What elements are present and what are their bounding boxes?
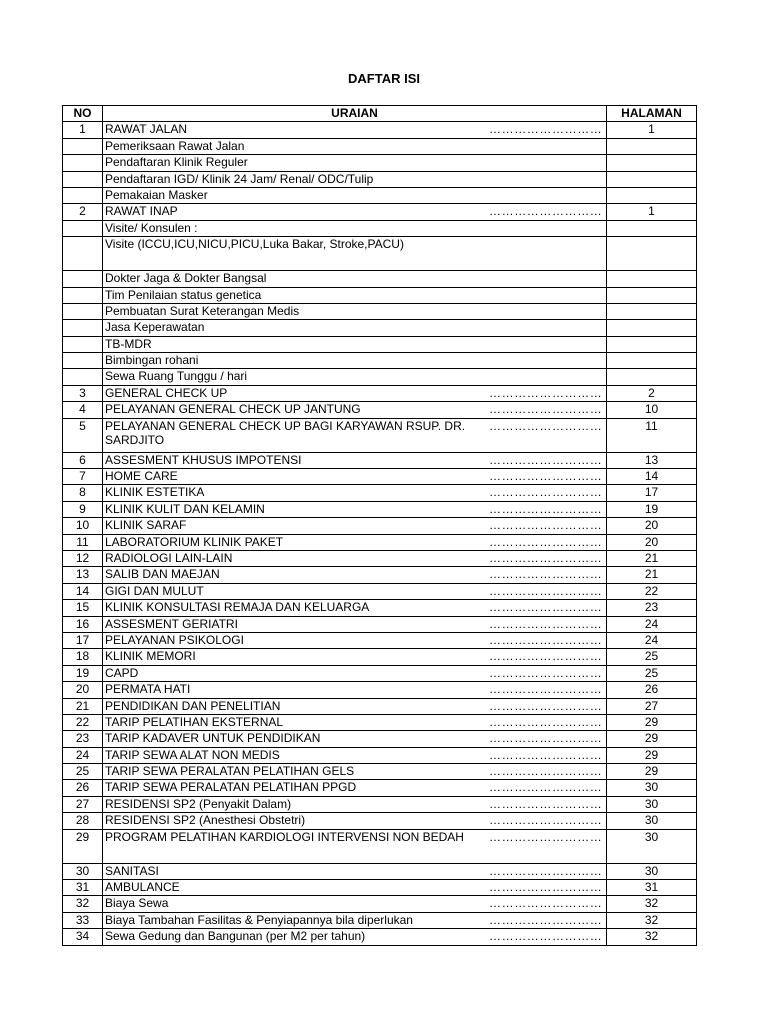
row-page-number: 24 <box>607 632 697 648</box>
row-page-number: 31 <box>607 880 697 896</box>
row-number: 21 <box>63 698 103 714</box>
row-page-number: 14 <box>607 469 697 485</box>
row-page-number: 1 <box>607 122 697 138</box>
dot-leader: ……………………… <box>489 896 603 911</box>
table-row <box>63 402 697 418</box>
row-number <box>63 320 103 336</box>
row-number: 16 <box>63 616 103 632</box>
row-uraian-cell <box>103 550 607 566</box>
table-row <box>63 929 697 945</box>
dot-leader: ……………………… <box>489 682 603 697</box>
row-description: PROGRAM PELATIHAN KARDIOLOGI INTERVENSI NON BEDAH <box>105 829 464 844</box>
row-description: Biaya Tambahan Fasilitas & Penyiapannya bila diperlukan <box>105 912 413 927</box>
row-description: TARIP SEWA ALAT NON MEDIS <box>105 747 280 762</box>
row-uraian-cell <box>103 780 607 796</box>
table-row <box>63 829 697 863</box>
document-title: DAFTAR ISI <box>348 71 420 86</box>
row-page-number: 20 <box>607 518 697 534</box>
row-description: Biaya Sewa <box>105 896 169 911</box>
row-description: Pendaftaran Klinik Reguler <box>105 155 248 170</box>
table-row <box>63 452 697 468</box>
row-uraian-cell <box>103 187 607 203</box>
row-description: Tim Penilaian status genetica <box>105 287 262 302</box>
row-uraian-cell <box>103 600 607 616</box>
row-description: Pemakaian Masker <box>105 187 208 202</box>
table-row <box>63 714 697 730</box>
row-description: RESIDENSI SP2 (Anesthesi Obstetri) <box>105 813 306 828</box>
dot-leader: ……………………… <box>489 796 603 811</box>
dot-leader: ……………………… <box>489 402 603 417</box>
dot-leader: ……………………… <box>489 929 603 944</box>
dot-leader: ……………………… <box>489 649 603 664</box>
row-page-number: 29 <box>607 764 697 780</box>
row-page-number: 32 <box>607 896 697 912</box>
row-uraian-cell <box>103 155 607 171</box>
row-uraian-cell <box>103 138 607 154</box>
row-description: HOME CARE <box>105 469 178 484</box>
dot-leader: ……………………… <box>489 813 603 828</box>
row-description: TARIP SEWA PERALATAN PELATIHAN PPGD <box>105 780 357 795</box>
table-row <box>63 583 697 599</box>
dot-leader: ……………………… <box>489 518 603 533</box>
row-description: KLINIK KULIT DAN KELAMIN <box>105 501 265 516</box>
dot-leader: ……………………… <box>489 501 603 516</box>
row-page-number <box>607 303 697 319</box>
row-uraian-cell <box>103 583 607 599</box>
header-no: NO <box>63 106 103 122</box>
row-description: Pendaftaran IGD/ Klinik 24 Jam/ Renal/ ODC/Tulip <box>105 171 374 186</box>
table-row <box>63 534 697 550</box>
row-page-number: 32 <box>607 912 697 928</box>
row-page-number: 30 <box>607 796 697 812</box>
row-uraian-cell <box>103 567 607 583</box>
dot-leader: ……………………… <box>489 747 603 762</box>
row-uraian-cell <box>103 896 607 912</box>
row-description: RAWAT INAP <box>105 204 178 219</box>
row-number <box>63 271 103 287</box>
row-page-number <box>607 336 697 352</box>
table-row <box>63 336 697 352</box>
row-uraian-cell <box>103 418 607 452</box>
dot-leader: ……………………… <box>489 534 603 549</box>
row-page-number <box>607 369 697 385</box>
row-uraian-cell <box>103 665 607 681</box>
row-number: 4 <box>63 402 103 418</box>
row-page-number: 21 <box>607 567 697 583</box>
row-uraian-cell <box>103 501 607 517</box>
table-row <box>63 698 697 714</box>
table-row <box>63 616 697 632</box>
dot-leader: ……………………… <box>489 418 603 433</box>
row-uraian-cell <box>103 632 607 648</box>
table-row <box>63 353 697 369</box>
row-page-number: 21 <box>607 550 697 566</box>
row-page-number: 17 <box>607 485 697 501</box>
row-uraian-cell <box>103 863 607 879</box>
row-page-number: 2 <box>607 385 697 401</box>
row-description: KLINIK KONSULTASI REMAJA DAN KELUARGA <box>105 600 370 615</box>
table-body <box>63 122 697 945</box>
table-row <box>63 632 697 648</box>
row-description: Visite/ Konsulen : <box>105 220 198 235</box>
row-number <box>63 187 103 203</box>
row-description: Dokter Jaga & Dokter Bangsal <box>105 271 267 286</box>
table-row <box>63 665 697 681</box>
row-page-number: 32 <box>607 929 697 945</box>
table-row <box>63 320 697 336</box>
dot-leader: ……………………… <box>489 385 603 400</box>
table-row <box>63 485 697 501</box>
row-number <box>63 155 103 171</box>
table-row <box>63 469 697 485</box>
row-description: KLINIK MEMORI <box>105 649 196 664</box>
row-description: Pembuatan Surat Keterangan Medis <box>105 303 300 318</box>
row-uraian-cell <box>103 369 607 385</box>
row-page-number: 30 <box>607 829 697 863</box>
table-row <box>63 747 697 763</box>
row-uraian-cell <box>103 320 607 336</box>
row-number: 23 <box>63 731 103 747</box>
row-description: RESIDENSI SP2 (Penyakit Dalam) <box>105 796 292 811</box>
row-page-number: 13 <box>607 452 697 468</box>
row-number: 30 <box>63 863 103 879</box>
row-description: GIGI DAN MULUT <box>105 583 204 598</box>
row-number: 17 <box>63 632 103 648</box>
row-page-number <box>607 187 697 203</box>
dot-leader: ……………………… <box>489 469 603 484</box>
table-row <box>63 550 697 566</box>
row-number: 33 <box>63 912 103 928</box>
dot-leader: ……………………… <box>489 616 603 631</box>
table-row <box>63 237 697 271</box>
row-description: PELAYANAN GENERAL CHECK UP BAGI KARYAWAN RSUP. DR. SARDJITO <box>105 418 466 447</box>
row-uraian-cell <box>103 698 607 714</box>
row-uraian-cell <box>103 929 607 945</box>
row-uraian-cell <box>103 485 607 501</box>
row-description: ASSESMENT GERIATRI <box>105 616 238 631</box>
table-row <box>63 796 697 812</box>
table-row <box>63 880 697 896</box>
row-number: 18 <box>63 649 103 665</box>
table-header-row <box>63 106 697 122</box>
dot-leader: ……………………… <box>489 485 603 500</box>
row-description: PELAYANAN GENERAL CHECK UP JANTUNG <box>105 402 361 417</box>
row-number: 1 <box>63 122 103 138</box>
row-uraian-cell <box>103 796 607 812</box>
row-number: 6 <box>63 452 103 468</box>
table-row <box>63 731 697 747</box>
row-uraian-cell <box>103 353 607 369</box>
row-page-number: 30 <box>607 863 697 879</box>
row-number: 10 <box>63 518 103 534</box>
row-description: KLINIK SARAF <box>105 518 187 533</box>
row-number: 9 <box>63 501 103 517</box>
row-number <box>63 369 103 385</box>
row-page-number: 30 <box>607 813 697 829</box>
table-row <box>63 649 697 665</box>
header-halaman: HALAMAN <box>607 106 697 122</box>
row-page-number <box>607 353 697 369</box>
row-uraian-cell <box>103 271 607 287</box>
row-uraian-cell <box>103 764 607 780</box>
row-description: Bimbingan rohani <box>105 353 199 368</box>
table-row <box>63 385 697 401</box>
row-page-number: 27 <box>607 698 697 714</box>
row-uraian-cell <box>103 518 607 534</box>
table-row <box>63 303 697 319</box>
row-number: 34 <box>63 929 103 945</box>
row-page-number: 25 <box>607 665 697 681</box>
row-uraian-cell <box>103 616 607 632</box>
row-uraian-cell <box>103 813 607 829</box>
row-uraian-cell <box>103 649 607 665</box>
row-number: 8 <box>63 485 103 501</box>
row-number: 24 <box>63 747 103 763</box>
table-row <box>63 171 697 187</box>
dot-leader: ……………………… <box>489 731 603 746</box>
row-description: Visite (ICCU,ICU,NICU,PICU,Luka Bakar, Stroke,PACU) <box>105 237 404 252</box>
table-row <box>63 220 697 236</box>
row-description: TARIP KADAVER UNTUK PENDIDIKAN <box>105 731 321 746</box>
header-uraian: URAIAN <box>103 106 607 122</box>
row-description: RAWAT JALAN <box>105 122 188 137</box>
row-number: 32 <box>63 896 103 912</box>
row-description: KLINIK ESTETIKA <box>105 485 205 500</box>
row-uraian-cell <box>103 204 607 220</box>
row-uraian-cell <box>103 829 607 863</box>
table-row <box>63 287 697 303</box>
row-description: CAPD <box>105 665 139 680</box>
row-uraian-cell <box>103 452 607 468</box>
row-number <box>63 336 103 352</box>
row-description: TB-MDR <box>105 336 152 351</box>
table-row <box>63 780 697 796</box>
row-number: 3 <box>63 385 103 401</box>
row-uraian-cell <box>103 336 607 352</box>
dot-leader: ……………………… <box>489 829 603 844</box>
row-description: GENERAL CHECK UP <box>105 385 228 400</box>
dot-leader: ……………………… <box>489 600 603 615</box>
dot-leader: ……………………… <box>489 452 603 467</box>
row-uraian-cell <box>103 122 607 138</box>
row-page-number: 24 <box>607 616 697 632</box>
row-number: 11 <box>63 534 103 550</box>
row-page-number <box>607 320 697 336</box>
table-row <box>63 155 697 171</box>
row-page-number: 20 <box>607 534 697 550</box>
row-number: 20 <box>63 682 103 698</box>
row-page-number <box>607 287 697 303</box>
table-row <box>63 912 697 928</box>
dot-leader: ……………………… <box>489 567 603 582</box>
row-number <box>63 171 103 187</box>
table-row <box>63 418 697 452</box>
row-page-number <box>607 138 697 154</box>
row-uraian-cell <box>103 880 607 896</box>
table-row <box>63 369 697 385</box>
row-page-number <box>607 155 697 171</box>
row-uraian-cell <box>103 731 607 747</box>
row-description: Sewa Gedung dan Bangunan (per M2 per tahun) <box>105 929 366 944</box>
row-description: Jasa Keperawatan <box>105 320 205 335</box>
row-uraian-cell <box>103 385 607 401</box>
row-page-number: 26 <box>607 682 697 698</box>
row-page-number <box>607 220 697 236</box>
row-uraian-cell <box>103 534 607 550</box>
table-row <box>63 271 697 287</box>
table-row <box>63 567 697 583</box>
row-number: 5 <box>63 418 103 452</box>
row-number <box>63 220 103 236</box>
dot-leader: ……………………… <box>489 863 603 878</box>
row-description: PENDIDIKAN DAN PENELITIAN <box>105 698 281 713</box>
row-description: AMBULANCE <box>105 880 180 895</box>
row-uraian-cell <box>103 469 607 485</box>
row-number: 22 <box>63 714 103 730</box>
row-page-number: 25 <box>607 649 697 665</box>
row-page-number <box>607 237 697 271</box>
row-uraian-cell <box>103 714 607 730</box>
row-description: Pemeriksaan Rawat Jalan <box>105 138 245 153</box>
row-uraian-cell <box>103 237 607 271</box>
row-description: Sewa Ruang Tunggu / hari <box>105 369 248 384</box>
table-row <box>63 600 697 616</box>
row-page-number: 11 <box>607 418 697 452</box>
dot-leader: ……………………… <box>489 122 603 137</box>
table-row <box>63 187 697 203</box>
row-page-number: 22 <box>607 583 697 599</box>
table-row <box>63 501 697 517</box>
row-number: 7 <box>63 469 103 485</box>
dot-leader: ……………………… <box>489 764 603 779</box>
row-uraian-cell <box>103 402 607 418</box>
row-number: 29 <box>63 829 103 863</box>
table-row <box>63 863 697 879</box>
row-description: SALIB DAN MAEJAN <box>105 567 220 582</box>
row-description: ASSESMENT KHUSUS IMPOTENSI <box>105 452 302 467</box>
row-number: 15 <box>63 600 103 616</box>
dot-leader: ……………………… <box>489 912 603 927</box>
row-number <box>63 287 103 303</box>
dot-leader: ……………………… <box>489 780 603 795</box>
dot-leader: ……………………… <box>489 204 603 219</box>
row-number: 2 <box>63 204 103 220</box>
row-number <box>63 237 103 271</box>
row-number: 31 <box>63 880 103 896</box>
table-row <box>63 764 697 780</box>
row-uraian-cell <box>103 220 607 236</box>
row-number <box>63 303 103 319</box>
row-uraian-cell <box>103 682 607 698</box>
row-page-number: 29 <box>607 731 697 747</box>
table-row <box>63 518 697 534</box>
row-uraian-cell <box>103 287 607 303</box>
table-row <box>63 896 697 912</box>
row-page-number: 10 <box>607 402 697 418</box>
row-description: SANITASI <box>105 863 159 878</box>
row-page-number: 29 <box>607 714 697 730</box>
row-page-number: 19 <box>607 501 697 517</box>
row-number: 19 <box>63 665 103 681</box>
row-description: LABORATORIUM KLINIK PAKET <box>105 534 284 549</box>
dot-leader: ……………………… <box>489 550 603 565</box>
row-number: 12 <box>63 550 103 566</box>
dot-leader: ……………………… <box>489 632 603 647</box>
row-description: TARIP PELATIHAN EKSTERNAL <box>105 714 284 729</box>
row-description: RADIOLOGI LAIN-LAIN <box>105 550 233 565</box>
row-number <box>63 138 103 154</box>
row-number: 28 <box>63 813 103 829</box>
row-page-number: 30 <box>607 780 697 796</box>
table-row <box>63 682 697 698</box>
row-number: 27 <box>63 796 103 812</box>
row-number <box>63 353 103 369</box>
row-uraian-cell <box>103 747 607 763</box>
row-description: TARIP SEWA PERALATAN PELATIHAN GELS <box>105 764 355 779</box>
row-page-number <box>607 271 697 287</box>
row-number: 14 <box>63 583 103 599</box>
dot-leader: ……………………… <box>489 714 603 729</box>
row-description: PERMATA HATI <box>105 682 191 697</box>
row-description: PELAYANAN PSIKOLOGI <box>105 632 244 647</box>
row-number: 25 <box>63 764 103 780</box>
row-page-number: 1 <box>607 204 697 220</box>
table-row <box>63 204 697 220</box>
row-page-number: 23 <box>607 600 697 616</box>
table-row <box>63 138 697 154</box>
row-uraian-cell <box>103 303 607 319</box>
dot-leader: ……………………… <box>489 880 603 895</box>
row-uraian-cell <box>103 171 607 187</box>
row-page-number <box>607 171 697 187</box>
table-row <box>63 813 697 829</box>
table-row <box>63 122 697 138</box>
dot-leader: ……………………… <box>489 665 603 680</box>
table-of-contents <box>62 105 697 946</box>
dot-leader: ……………………… <box>489 698 603 713</box>
row-page-number: 29 <box>607 747 697 763</box>
row-number: 13 <box>63 567 103 583</box>
row-number: 26 <box>63 780 103 796</box>
dot-leader: ……………………… <box>489 583 603 598</box>
row-uraian-cell <box>103 912 607 928</box>
